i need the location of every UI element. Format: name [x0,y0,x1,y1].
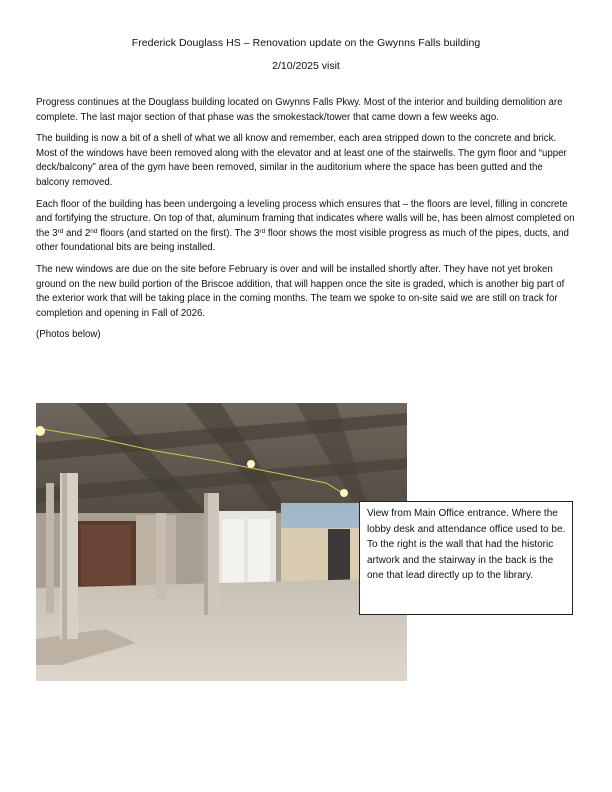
ordinal-suffix-nd: nd [90,227,98,235]
paragraph-floors-text-3: floors (and started on the first). The 3 [97,227,260,239]
paragraph-floors [36,198,578,256]
paragraph-windows: The new windows are due on the site before February is over and will be installed shortly after. They have not yet broken ground on the new build portion of the Briscoe addition, that will happen once the site is graded, which is another big part of the exterior work that will be taking place in the coming months. The team we spoke to on-site said we are still on track for completion and opening in Fall of 2026. [36,263,565,319]
visit-date: 2/10/2025 visit [272,60,340,72]
document-title: Frederick Douglass HS – Renovation update on the Gwynns Falls building [131,37,481,49]
ordinal-suffix-rd: rd [57,227,64,235]
paragraph-floors-text-1: Each floor of the building has been undergoing a leveling process which ensures that – the floors are level, filling in concrete and fortifying the structure. On top of that, aluminum framing that indicates where walls will be, has been almost completed on the 3 [36,198,575,239]
ordinal-suffix-rd-2: rd [259,227,266,235]
interior-photo [36,403,407,681]
paragraph-floors-text-2: and 2 [63,227,91,239]
paragraph-shell: The building is now a bit of a shell of what we all know and remember, each area stripped down to the concrete and brick. Most of the windows have been removed along with the elevator and at least one of the stairwells. The gym floor and “upper deck/balcony” area of the gym have been removed, similar in the auditorium where the space has been gutted and the balcony removed. [36,133,567,188]
document-body [36,96,578,350]
paragraph-progress: Progress continues at the Douglass building located on Gwynns Falls Pkwy. Most of the interior and building demolition are complete. The last major section of that phase was the smokestack/tower that came down a few weeks ago. [36,97,563,123]
photo-caption: View from Main Office entrance. Where the lobby desk and attendance office used to be. To the right is the wall that had the historic artwork and the stairway in the back is the one that lead directly up to the library. [359,501,573,615]
photos-below-note: (Photos below) [36,329,101,341]
interior-photo-drawing [36,403,407,681]
paragraph-floors-text-4: floor shows the most visible progress as much of the pipes, ducts, and other foundational bits are being installed. [36,227,569,254]
